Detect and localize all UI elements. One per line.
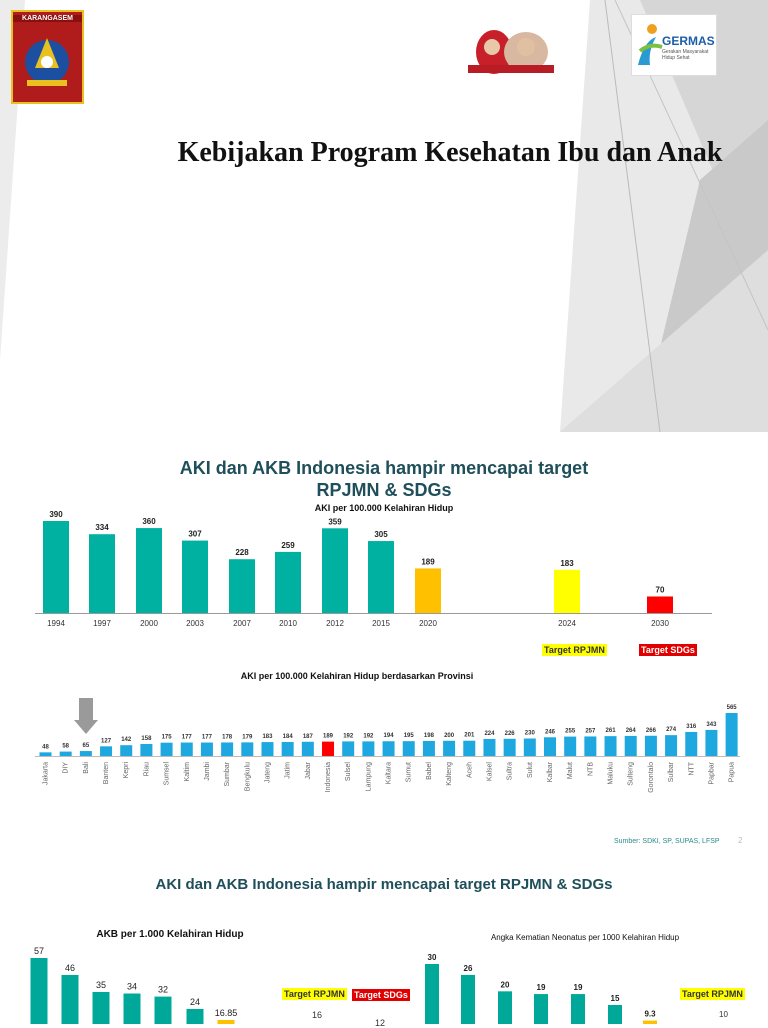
data-label: 178 xyxy=(222,734,233,741)
bar xyxy=(645,736,657,756)
bar xyxy=(31,958,48,1024)
data-label: 343 xyxy=(706,721,717,728)
bar xyxy=(705,730,717,756)
bar xyxy=(685,732,697,756)
aki-year-chart-title: AKI per 100.000 Kelahiran Hidup xyxy=(314,503,454,513)
germas-figure-icon xyxy=(634,21,664,71)
bar xyxy=(483,739,495,756)
tick-label: 2000 xyxy=(140,619,158,628)
neonatal-target-value: 10 xyxy=(719,1010,728,1019)
tick-label: 2007 xyxy=(233,619,251,628)
aki-province-chart-title: AKI per 100.000 Kelahiran Hidup berdasarkan Provinsi xyxy=(240,671,474,681)
tick-label: 2030 xyxy=(651,619,669,628)
akb-chart-title: AKB per 1.000 Kelahiran Hidup xyxy=(96,929,244,940)
bar xyxy=(342,741,354,756)
bar xyxy=(161,743,173,756)
tick-label: Sultra xyxy=(506,762,514,781)
neonatal-target-rpjmn-tag: Target RPJMN xyxy=(682,989,743,999)
data-label: 158 xyxy=(141,735,152,742)
bar xyxy=(368,541,394,613)
neonatal-chart xyxy=(410,924,670,1024)
aki-year-chart xyxy=(0,510,768,650)
bar xyxy=(181,743,193,756)
data-label: 255 xyxy=(565,728,576,735)
data-label: 70 xyxy=(655,585,665,595)
bar xyxy=(571,994,585,1024)
tick-label: NTB xyxy=(587,762,595,776)
bar xyxy=(80,751,92,756)
bar xyxy=(201,743,213,756)
data-label: 30 xyxy=(427,953,437,962)
bar xyxy=(241,742,253,756)
tick-label: 2012 xyxy=(326,619,344,628)
bar xyxy=(60,752,72,756)
bar xyxy=(62,975,79,1024)
data-label: 48 xyxy=(42,744,49,751)
bar xyxy=(461,975,475,1024)
tick-label: Kalsel xyxy=(486,762,494,782)
bar xyxy=(415,568,441,613)
bar xyxy=(221,742,233,756)
data-label: 177 xyxy=(201,734,212,741)
tick-label: Banten xyxy=(103,762,111,785)
data-label: 24 xyxy=(189,996,201,1007)
bar xyxy=(584,736,596,756)
akb-target-sdgs-tag: Target SDGs xyxy=(354,990,408,1000)
tick-label: Jabar xyxy=(304,762,312,780)
data-label: 179 xyxy=(242,734,253,741)
germas-wordmark: GERMAS xyxy=(662,34,715,48)
data-label: 183 xyxy=(262,734,273,741)
campaign-logo xyxy=(464,27,558,77)
data-label: 316 xyxy=(686,723,697,730)
bar xyxy=(322,528,348,613)
bar xyxy=(643,1021,657,1024)
data-label: 195 xyxy=(403,733,414,740)
data-label: 224 xyxy=(484,730,495,737)
tick-label: Riau xyxy=(143,762,151,777)
tick-label: Indonesia xyxy=(325,762,333,793)
tick-label: 2020 xyxy=(419,619,437,628)
data-label: 246 xyxy=(544,729,556,736)
akb-target-sdgs-value: 12 xyxy=(375,1018,386,1028)
tick-label: Papua xyxy=(728,762,736,783)
data-label: 183 xyxy=(560,558,574,568)
bar xyxy=(100,746,112,756)
tick-label: Sulteng xyxy=(627,762,635,786)
data-label: 46 xyxy=(64,962,76,973)
tick-label: Sumbar xyxy=(224,762,232,787)
tick-label: Sulut xyxy=(526,762,534,778)
data-label: 264 xyxy=(625,727,636,734)
bar xyxy=(534,994,548,1024)
bar xyxy=(423,741,435,756)
data-label: 198 xyxy=(423,732,434,739)
data-label: 192 xyxy=(343,733,354,740)
tick-label: 2003 xyxy=(186,619,204,628)
aki-heading-line2: RPJMN & SDGs xyxy=(316,480,452,500)
data-label: 230 xyxy=(524,730,535,737)
data-label: 360 xyxy=(142,517,156,527)
data-label: 19 xyxy=(573,983,583,993)
bar xyxy=(403,741,415,756)
tick-label: Jateng xyxy=(264,762,272,784)
tick-label: Lampung xyxy=(365,762,373,792)
page-number: 2 xyxy=(738,836,743,845)
tick-label: Jatim xyxy=(284,762,292,779)
tick-label: Sulsel xyxy=(345,762,353,782)
data-label: 274 xyxy=(666,727,677,734)
data-label: 16.85 xyxy=(214,1007,238,1018)
data-label: 359 xyxy=(328,517,342,527)
data-label: 261 xyxy=(605,728,616,735)
aki-slide xyxy=(0,440,768,870)
bar xyxy=(302,742,314,756)
bar xyxy=(504,739,516,756)
data-label: 226 xyxy=(504,730,515,737)
bar xyxy=(322,742,334,756)
bar xyxy=(647,596,673,613)
bar xyxy=(665,735,677,756)
aki-province-chart xyxy=(0,688,768,818)
bar xyxy=(605,736,617,756)
tick-label: Jakarta xyxy=(42,762,50,785)
data-label: 259 xyxy=(281,540,295,550)
bar xyxy=(544,737,556,756)
bar xyxy=(608,1005,622,1024)
data-label: 9.3 xyxy=(644,1009,656,1019)
tick-label: Kalteng xyxy=(446,762,454,786)
akb-target-rpjmn-value: 16 xyxy=(312,1010,323,1020)
data-label: 194 xyxy=(383,733,394,740)
data-label: 175 xyxy=(161,734,172,741)
bar xyxy=(218,1020,235,1024)
source-note: Sumber: SDKI, SP, SUPAS, LFSP xyxy=(614,838,720,845)
bar xyxy=(89,534,115,613)
bar xyxy=(43,521,69,613)
bar xyxy=(554,570,580,613)
bar xyxy=(275,552,301,613)
bar xyxy=(443,741,455,756)
tick-label: 1997 xyxy=(93,619,111,628)
tick-label: Babel xyxy=(425,762,433,780)
germas-logo xyxy=(631,14,717,76)
bar xyxy=(155,997,172,1024)
tick-label: Sumsel xyxy=(163,762,171,786)
data-label: 189 xyxy=(323,733,334,740)
tick-label: Kaltara xyxy=(385,762,393,785)
tick-label: Maluku xyxy=(607,762,615,785)
slide-title: Kebijakan Program Kesehatan Ibu dan Anak xyxy=(177,137,723,168)
bali-arrow-icon xyxy=(74,698,98,736)
tick-label: Sumut xyxy=(405,762,413,783)
karangasem-logo xyxy=(11,10,84,104)
data-label: 390 xyxy=(49,510,63,519)
tick-label: Sulbar xyxy=(668,762,676,783)
bar xyxy=(726,713,738,756)
bar xyxy=(136,528,162,613)
data-label: 184 xyxy=(282,733,293,740)
bar xyxy=(261,742,273,756)
tick-label: Kalbar xyxy=(547,762,554,783)
emblem-icon xyxy=(13,24,82,104)
tick-label: NTT xyxy=(688,762,696,776)
data-label: 177 xyxy=(181,734,192,741)
tick-label: Aceh xyxy=(466,762,474,778)
bar xyxy=(93,992,110,1024)
bar xyxy=(282,742,294,756)
bar xyxy=(187,1009,204,1024)
data-label: 15 xyxy=(610,994,620,1003)
data-label: 26 xyxy=(463,963,473,973)
tick-label: Bali xyxy=(82,762,90,774)
bar xyxy=(124,994,141,1024)
tick-label: 2015 xyxy=(372,619,390,628)
bar xyxy=(625,736,637,756)
slide-separator xyxy=(0,432,768,440)
tick-label: Kepri xyxy=(123,762,131,779)
tick-label: Papbar xyxy=(708,762,716,785)
data-label: 565 xyxy=(726,705,737,711)
bar xyxy=(362,741,374,756)
akb-chart xyxy=(20,924,280,1024)
tick-label: Kaltim xyxy=(183,762,191,782)
data-label: 189 xyxy=(421,557,435,567)
data-label: 58 xyxy=(62,743,70,750)
bar xyxy=(229,559,255,613)
data-label: 257 xyxy=(585,728,596,735)
data-label: 187 xyxy=(302,733,313,740)
bar xyxy=(383,741,395,756)
tick-label: 1994 xyxy=(47,619,65,628)
tick-label: Malut xyxy=(567,762,575,780)
bar xyxy=(498,991,512,1024)
data-label: 334 xyxy=(95,523,109,533)
data-label: 192 xyxy=(363,733,374,740)
data-label: 20 xyxy=(500,980,510,990)
data-label: 35 xyxy=(95,979,107,990)
data-label: 307 xyxy=(188,529,202,539)
bar xyxy=(425,964,439,1024)
data-label: 127 xyxy=(101,738,112,745)
data-label: 228 xyxy=(235,548,249,558)
data-label: 34 xyxy=(126,981,138,992)
tick-label: 2010 xyxy=(279,619,297,628)
tick-label: Gorontalo xyxy=(647,762,655,793)
data-label: 57 xyxy=(33,946,45,956)
akb-heading: AKI dan AKB Indonesia hampir mencapai target RPJMN & SDGs xyxy=(155,876,613,893)
bar xyxy=(463,741,475,756)
tick-label: Jambi xyxy=(203,762,211,781)
neonatal-chart-title: Angka Kematian Neonatus per 1000 Kelahiran Hidup xyxy=(490,933,680,942)
title-slide xyxy=(0,0,768,432)
bar xyxy=(524,738,536,756)
data-label: 200 xyxy=(444,732,455,739)
data-label: 19 xyxy=(536,983,546,993)
germas-tagline: Gerakan Masyarakat Hidup Sehat xyxy=(662,49,709,61)
bar xyxy=(40,752,52,756)
target-rpjmn-tag: Target RPJMN xyxy=(544,645,605,655)
tick-label: Bengkulu xyxy=(244,762,252,792)
bar xyxy=(120,745,132,756)
aki-heading-line1: AKI dan AKB Indonesia hampir mencapai target xyxy=(179,458,589,478)
tick-label: 2024 xyxy=(558,619,576,628)
bar xyxy=(140,744,152,756)
data-label: 65 xyxy=(82,743,90,750)
tick-label: DIY xyxy=(62,762,70,774)
bar xyxy=(182,541,208,613)
data-label: 32 xyxy=(157,984,169,995)
data-label: 201 xyxy=(464,732,475,739)
data-label: 266 xyxy=(645,727,656,734)
akb-slide xyxy=(0,868,768,1028)
bar xyxy=(564,737,576,756)
akb-target-rpjmn-tag: Target RPJMN xyxy=(284,989,345,999)
target-sdgs-tag: Target SDGs xyxy=(641,645,695,655)
data-label: 142 xyxy=(121,737,132,744)
karangasem-caption: KARANGASEM xyxy=(13,15,82,22)
data-label: 305 xyxy=(374,530,388,540)
